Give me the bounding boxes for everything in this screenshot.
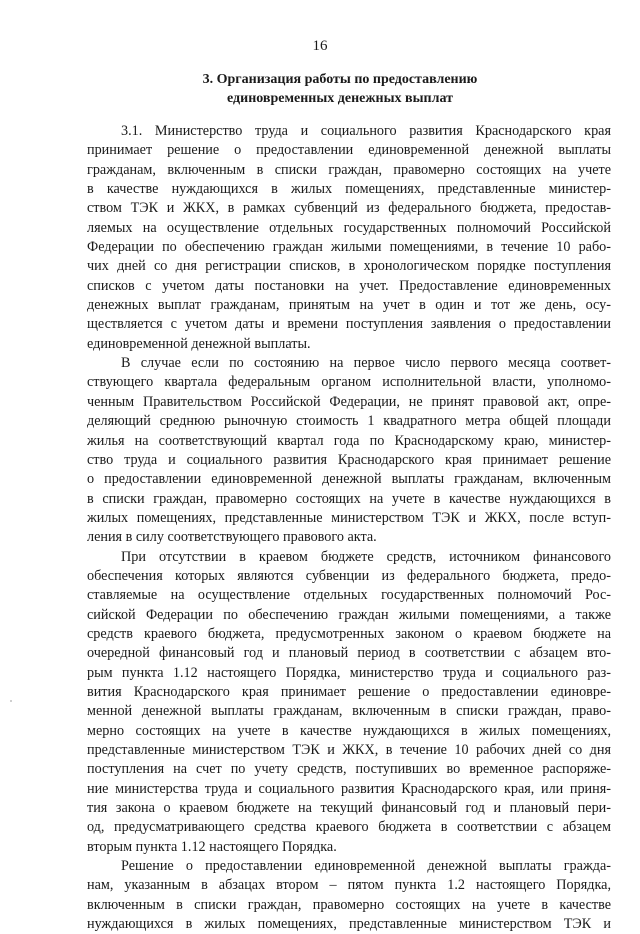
text-line: од, предусматривающего средства краевого бюджета в соответствии с абзацем (87, 819, 611, 836)
scan-speck (10, 700, 12, 702)
text-line: вторым пункта 1.12 настоящего Порядка. (87, 838, 337, 855)
text-line: Решение о предоставлении единовременной денежной выплаты гражда- (121, 858, 611, 875)
text-line: сийской Федерации по обеспечению граждан жилыми помещениями, а также (87, 606, 611, 623)
text-line: ством ТЭК и ЖКХ, в рамках субвенций из федерального бюджета, предостав- (87, 200, 611, 217)
text-line: нуждающихся в жилых помещениях, представленные министерством ТЭК и (87, 916, 611, 933)
text-line: рым пункта 1.12 настоящего Порядка, министерство труда и социального раз- (87, 664, 611, 681)
text-line: ставляемые на осуществление отдельных государственных полномочий Рос- (87, 587, 611, 604)
text-line: вития Краснодарского края принимает решение о предоставлении единовре- (87, 683, 611, 700)
text-line: включенным в списки граждан, правомерно состоящих на учете в качестве (87, 896, 611, 913)
text-line: ченным Правительством Российской Федерации, не принят правовой акт, опре- (87, 393, 611, 410)
section-heading-line-2: единовременных денежных выплат (227, 91, 453, 106)
text-line: средств краевого бюджета, предусмотренных законом о краевом бюджете на (87, 625, 611, 642)
text-line: списков с учетом даты постановки на учет. Предоставление единовременных (87, 277, 611, 294)
text-line: ществляется с учетом даты и времени поступления заявления о предоставлении (87, 316, 611, 333)
text-line: поступления на счет по учету средств, поступивших во временное распоряже- (87, 761, 611, 778)
text-line: денежных выплат гражданам, принятым на учет в один и тот же день, осу- (87, 297, 611, 314)
text-line: жилых помещениях, представленные министерством ТЭК и ЖКХ, после вступ- (87, 509, 611, 526)
text-line: В случае если по состоянию на первое число первого месяца соответ- (121, 355, 611, 372)
text-line: 3.1. Министерство труда и социального развития Краснодарского края (121, 123, 611, 139)
text-line: очередной финансовый год и плановый период в соответствии с абзацем вто- (87, 645, 611, 662)
text-line: При отсутствии в краевом бюджете средств, источником финансового (121, 548, 611, 565)
page-number: 16 (312, 38, 328, 54)
text-line: единовременной денежной выплаты. (87, 335, 311, 352)
text-line: менной денежной выплаты гражданам, включенным в списки граждан, право- (87, 703, 611, 720)
section-heading (120, 70, 560, 108)
text-line: обеспечения которых являются субвенции из федерального бюджета, предо- (87, 567, 611, 584)
text-line: принимает решение о предоставлении единовременной денежной выплаты (87, 142, 611, 159)
text-line: деляющий среднюю рыночную стоимость 1 квадратного метра общей площади (87, 413, 611, 430)
text-line: ления в силу соответствующего правового акта. (87, 529, 377, 546)
text-line: ляемых на осуществление отдельных государственных полномочий Российской (87, 219, 611, 236)
text-line: нам, указанным в абзацах втором – пятом пункта 1.2 настоящего Порядка, (87, 877, 611, 894)
text-line: в списки граждан, правомерно состоящих на учете в качестве нуждающихся в (87, 490, 611, 507)
text-line: ство труда и социального развития Краснодарского края принимает решение (87, 451, 611, 468)
text-line: тия закона о краевом бюджете на текущий финансовый год и плановый пери- (87, 800, 611, 817)
text-line: ствующего квартала федеральным органом исполнительной власти, уполномо- (87, 374, 611, 391)
section-heading-line-1: 3. Организация работы по предоставлению (202, 72, 478, 87)
text-line: представленные министерством ТЭК и ЖКХ, в течение 10 рабочих дней со дня (87, 742, 611, 758)
text-line: мерно состоящих на учете в качестве нуждающихся в жилых помещениях, (87, 722, 611, 739)
text-line: ние министерства труда и социального развития Краснодарского края, или приня- (87, 780, 611, 797)
text-line: Федерации по обеспечению граждан жилыми помещениями, в течение 10 рабо- (87, 239, 611, 256)
text-line: о предоставлении единовременной денежной выплаты гражданам, включенным (87, 471, 611, 488)
body-text (87, 122, 611, 934)
text-line: чих дней со дня регистрации списков, в хронологическом порядке поступления (87, 258, 611, 275)
text-line: в качестве нуждающихся в жилых помещениях, представленные министер- (87, 181, 611, 198)
text-line: гражданам, включенным в списки граждан, правомерно состоящих на учете (87, 161, 611, 178)
text-line: жилья на соответствующий квартал года по Краснодарскому краю, министер- (87, 432, 611, 449)
